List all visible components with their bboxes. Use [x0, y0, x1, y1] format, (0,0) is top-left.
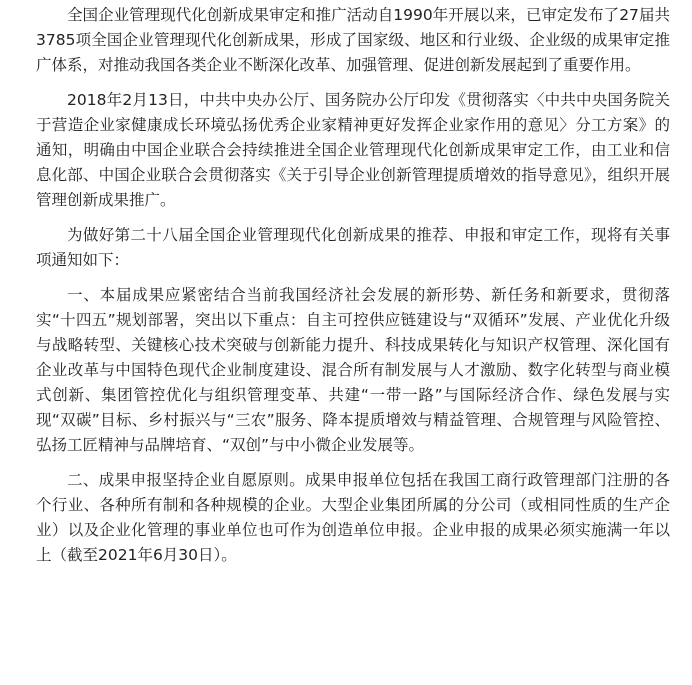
paragraph-item-one-focus-areas: 一、本届成果应紧密结合当前我国经济社会发展的新形势、新任务和新要求，贯彻落实“十四五”规划部署，突出以下重点：自主可控供应链建设与“双循环”发展、产业优化升级与战略转型、关键核心技术突破与创新能力提升、科技成果转化与知识产权管理、深化国有企业改革与中国特色现代企业制度建设、混合所有制发展与人才激励、数字化转型与商业模式创新、集团管控优化与组织管理变革、共建“一带一路”与国际经济合作、绿色发展与实现“双碳”目标、乡村振兴与“三农”服务、降本提质增效与精益管理、合规管理与风险管控、弘扬工匠精神与品牌培育、“双创”与中小微企业发展等。 — [36, 286, 670, 454]
paragraph-background: 全国企业管理现代化创新成果审定和推广活动自1990年开展以来，已审定发布了27届共3785项全国企业管理现代化创新成果，形成了国家级、地区和行业级、企业级的成果审定推广体系，对推动我国各类企业不断深化改革、加强管理、促进创新发展起到了重要作用。 — [36, 6, 670, 74]
paragraph-policy-basis: 2018年2月13日，中共中央办公厅、国务院办公厅印发《贯彻落实〈中共中央国务院关于营造企业家健康成长环境弘扬优秀企业家精神更好发挥企业家作用的意见〉分工方案》的通知，明确由中国企业联合会持续推进全国企业管理现代化创新成果审定工作，由工业和信息化部、中国企业联合会贯彻落实《关于引导企业创新管理提质增效的指导意见》，组织开展管理创新成果推广。 — [36, 91, 670, 209]
paragraph-notice-intro: 为做好第二十八届全国企业管理现代化创新成果的推荐、申报和审定工作，现将有关事项通知如下： — [36, 226, 670, 269]
paragraph-item-two-eligibility: 二、成果申报坚持企业自愿原则。成果申报单位包括在我国工商行政管理部门注册的各个行业、各种所有制和各种规模的企业。大型企业集团所属的分公司（或相同性质的生产企业）以及企业化管理的事业单位也可作为创造单位申报。企业申报的成果必须实施满一年以上（截至2021年6月30日）。 — [36, 471, 670, 564]
notice-document — [0, 3, 692, 568]
